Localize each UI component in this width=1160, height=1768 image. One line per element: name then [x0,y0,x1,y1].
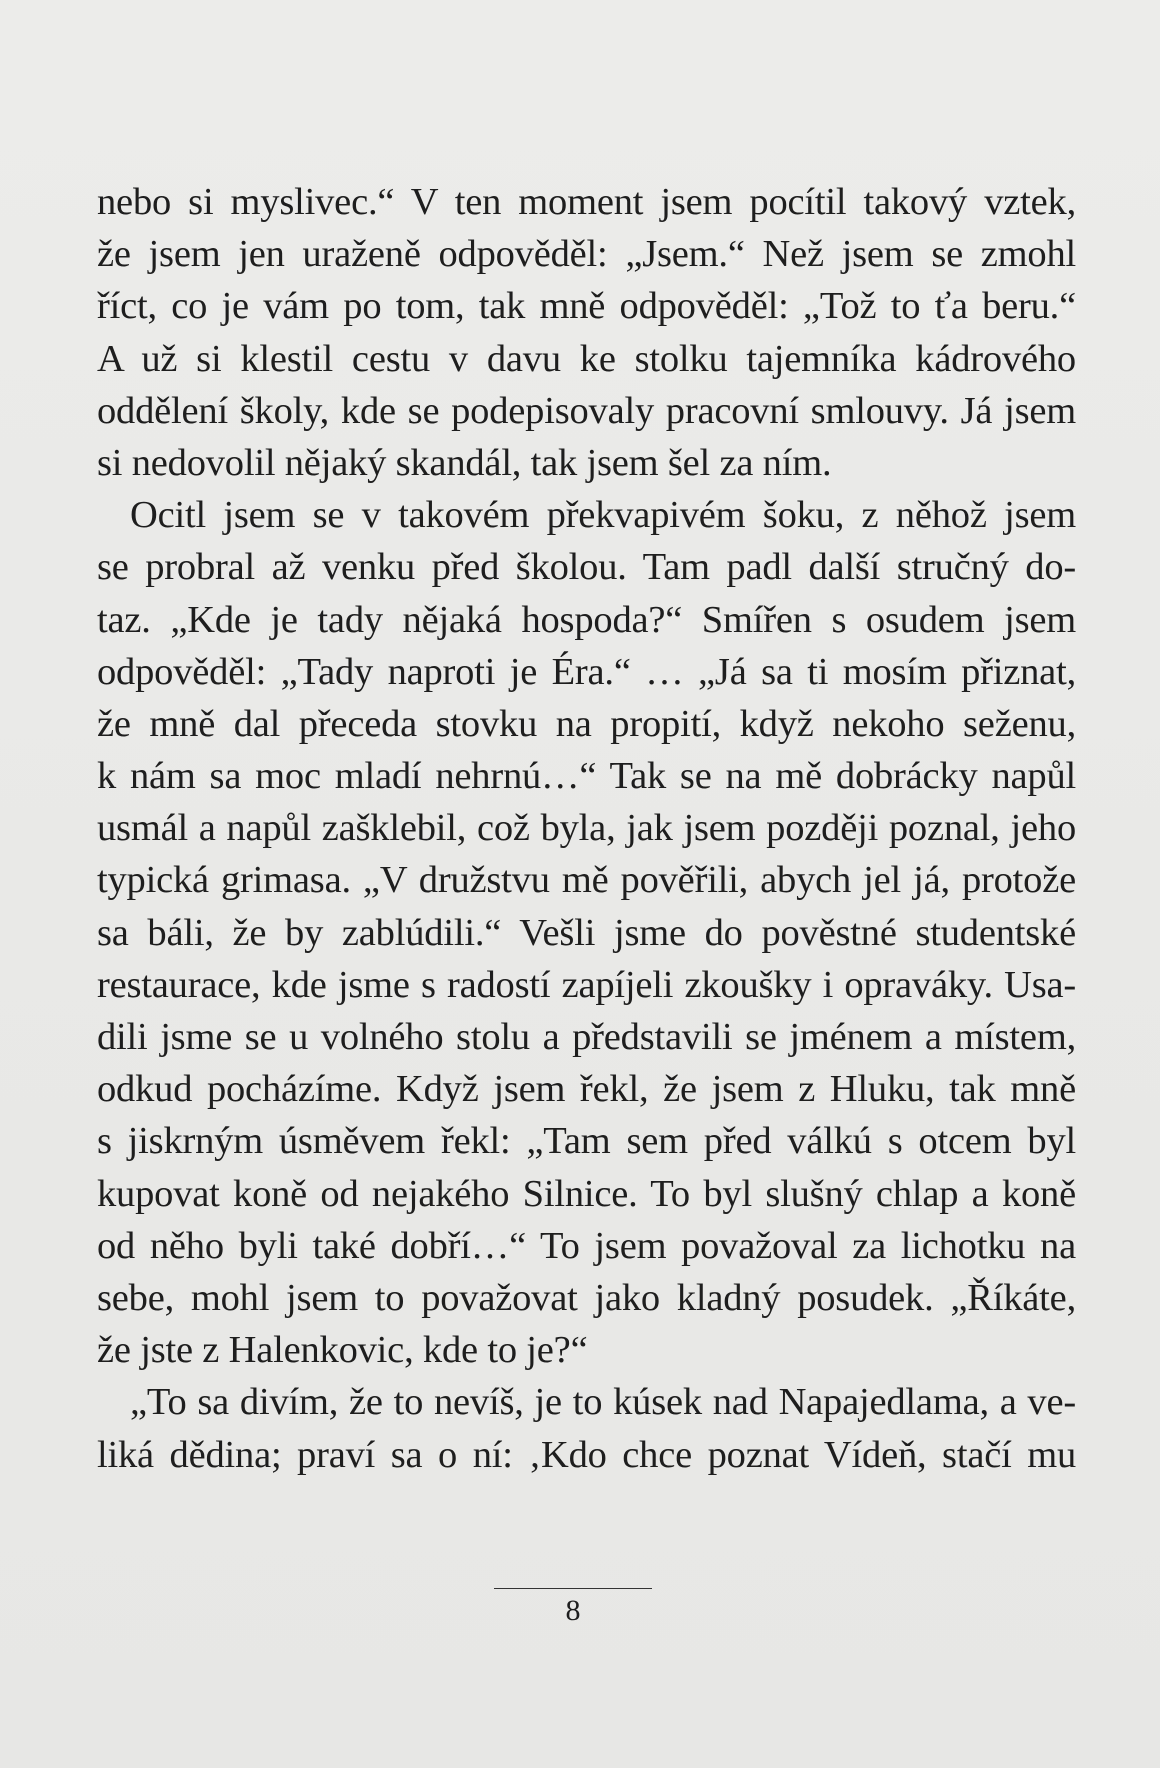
text-line: usmál a napůl zašklebil, což byla, jak jsem později poznal, jeho [97,807,1076,850]
text-line: že jsem jen uraženě odpověděl: „Jsem.“ Než jsem se zmohl [97,233,1076,276]
text-line: restaurace, kde jsme s radostí zapíjeli zkoušky i opraváky. Usa- [97,963,1076,1006]
text-line: si nedovolil nějaký skandál, tak jsem šel za ním. [97,441,832,484]
footer-rule [494,1588,652,1589]
text-line: k nám sa moc mladí nehrnú…“ Tak se na mě dobrácky napůl [97,755,1076,798]
page-number: 8 [565,1594,581,1627]
body-text [97,176,1076,1481]
text-line: Ocitl jsem se v takovém překvapivém šoku, z něhož jsem [130,494,1076,537]
text-line: taz. „Kde je tady nějaká hospoda?“ Smířen s osudem jsem [97,598,1076,641]
text-line: nebo si myslivec.“ V ten moment jsem pocítil takový vztek, [97,181,1076,223]
text-line: oddělení školy, kde se podepisovaly pracovní smlouvy. Já jsem [97,389,1076,432]
text-line: A už si klestil cestu v davu ke stolku tajemníka kádrového [97,337,1076,380]
text-line: liká dědina; praví sa o ní: ‚Kdo chce poznat Vídeň, stačí mu [97,1433,1076,1476]
text-line: se probral až venku před školou. Tam padl další stručný do- [97,546,1076,589]
text-line: typická grimasa. „V družstvu mě pověřili, abych jel já, protože [97,859,1076,902]
text-line: odkud pocházíme. Když jsem řekl, že jsem z Hluku, tak mně [97,1068,1076,1111]
text-line: s jiskrným úsměvem řekl: „Tam sem před válkú s otcem byl [97,1120,1076,1163]
text-line: „To sa divím, že to nevíš, je to kúsek nad Napajedlama, a ve- [130,1381,1076,1424]
text-line: dili jsme se u volného stolu a představili se jménem a místem, [97,1016,1076,1058]
text-line: kupovat koně od nejakého Silnice. To byl slušný chlap a koně [97,1172,1076,1215]
text-line: od něho byli také dobří…“ To jsem považoval za lichotku na [97,1224,1076,1267]
text-line: sebe, mohl jsem to považovat jako kladný posudek. „Říkáte, [97,1276,1076,1319]
text-line: říct, co je vám po tom, tak mně odpověděl: „Tož to ťa beru.“ [97,285,1076,328]
text-line: že jste z Halenkovic, kde to je?“ [97,1329,588,1372]
text-line: že mně dal přeceda stovku na propití, když nekoho seženu, [97,702,1076,745]
text-line: sa báli, že by zablúdili.“ Vešli jsme do pověstné studentské [97,911,1076,954]
text-line: odpověděl: „Tady naproti je Éra.“ … „Já sa ti mosím přiznat, [97,650,1076,693]
